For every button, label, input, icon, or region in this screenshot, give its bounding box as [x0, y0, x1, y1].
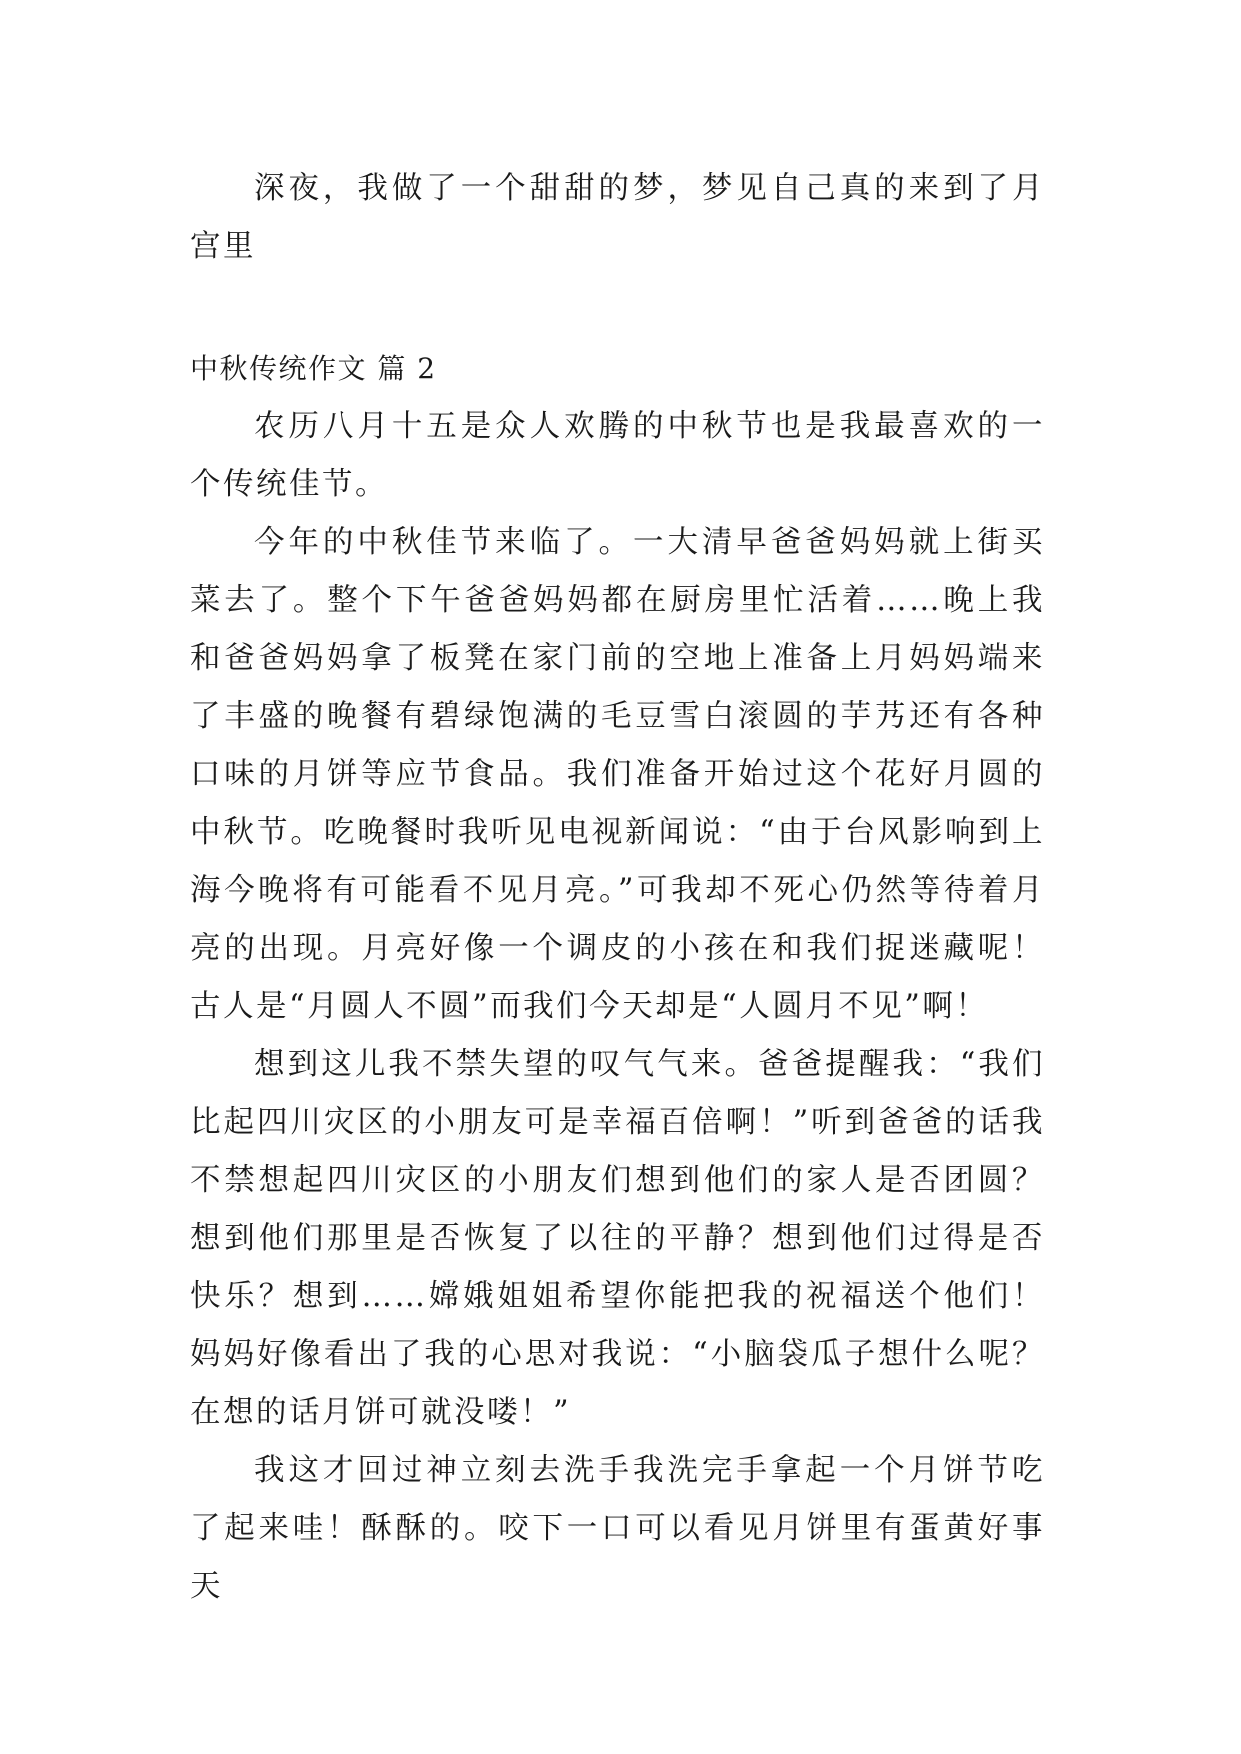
section-gap [190, 276, 1045, 340]
paragraph-sichuan-thoughts: 想到这儿我不禁失望的叹气气来。爸爸提醒我：“我们比起四川灾区的小朋友可是幸福百倍啊！”听到爸爸的话我不禁想起四川灾区的小朋友们想到他们的家人是否团圆？想到他们那里是否恢复了以往的平静？想到他们过得是否快乐？想到……嫦娥姐姐希望你能把我的祝福送个他们！妈妈好像看出了我的心思对我说：“小脑袋瓜子想什么呢？在想的话月饼可就没喽！” [190, 1047, 1045, 1430]
paragraph-dream: 深夜，我做了一个甜甜的梦，梦见自己真的来到了月宫里 [190, 171, 1045, 264]
paragraph-mooncake: 我这才回过神立刻去洗手我洗完手拿起一个月饼节吃了起来哇！酥酥的。咬下一口可以看见月饼里有蛋黄好事天 [190, 1453, 1045, 1604]
document-body [190, 160, 1045, 1616]
paragraph-festival-evening: 今年的中秋佳节来临了。一大清早爸爸妈妈就上街买菜去了。整个下午爸爸妈妈都在厨房里忙活着……晚上我和爸爸妈妈拿了板凳在家门前的空地上准备上月妈妈端来了丰盛的晚餐有碧绿饱满的毛豆雪白滚圆的芋艿还有各种口味的月饼等应节食品。我们准备开始过这个花好月圆的中秋节。吃晚餐时我听见电视新闻说：“由于台风影响到上海今晚将有可能看不见月亮。”可我却不死心仍然等待着月亮的出现。月亮好像一个调皮的小孩在和我们捉迷藏呢！古人是“月圆人不圆”而我们今天却是“人圆月不见”啊！ [190, 525, 1045, 1024]
section-heading: 中秋传统作文 篇 2 [190, 352, 437, 385]
paragraph-intro: 农历八月十五是众人欢腾的中秋节也是我最喜欢的一个传统佳节。 [190, 409, 1045, 502]
